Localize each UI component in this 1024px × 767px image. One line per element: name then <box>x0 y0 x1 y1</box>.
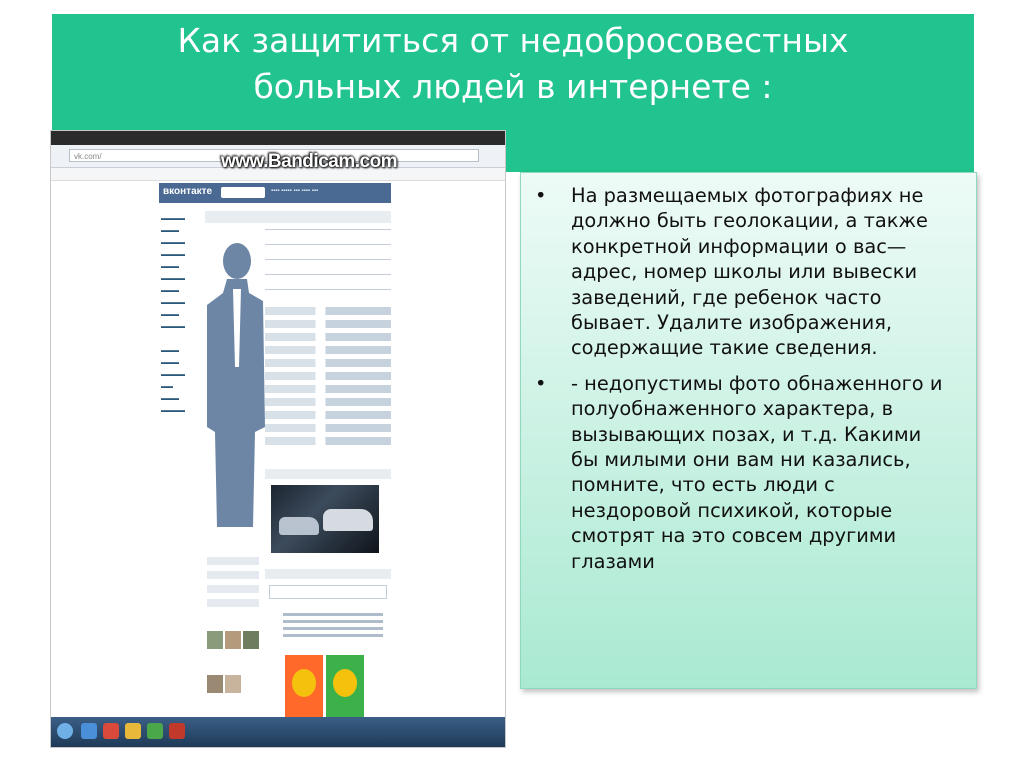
recorder-watermark: www.Bandicam.com <box>221 151 398 172</box>
bullet-text: На размещаемых фотографиях не должно быть геолокации, а также конкретной информации о вас— адрес, номер школы или вывески заведений, где ребенок часто бывает. Удалите изображения, содержащие такие сведения. <box>571 184 928 360</box>
smiley-image <box>326 655 364 717</box>
profile-info-rows <box>265 307 391 450</box>
bullet-list <box>521 183 951 584</box>
bullet-text-box <box>520 172 977 689</box>
wall-header <box>265 569 391 579</box>
slide-title-line-2: больных людей в интернете : <box>253 67 773 106</box>
wall-post-text <box>283 613 383 641</box>
slide-title <box>52 18 974 110</box>
profile-name-bar <box>205 211 391 223</box>
app-icon <box>169 723 185 739</box>
bullet-item <box>521 371 951 574</box>
photos-header <box>265 469 391 479</box>
smiley-image <box>285 655 323 717</box>
site-nav-links: ▪▪▪▪ ▪▪▪▪▪ ▪▪▪ ▪▪▪▪ ▪▪▪ <box>271 188 319 194</box>
start-icon <box>57 723 73 739</box>
bullet-marker: • <box>535 184 547 207</box>
site-search-field <box>221 187 265 198</box>
window-title-bar <box>51 131 505 145</box>
site-header <box>159 183 391 203</box>
bullet-item <box>521 183 951 361</box>
app-icon <box>147 723 163 739</box>
windows-taskbar <box>51 717 505 747</box>
bullet-marker: • <box>535 371 547 395</box>
bullet-text: - недопустимы фото обнаженного и полуобнаженного характера, в вызывающих позах, и т.д. Какими бы милыми они вам ни казались, помните, что есть люди с нездоровой психикой, которые смотрят на это совсем другими глазами <box>571 371 943 573</box>
profile-info-lines <box>265 229 391 304</box>
profile-avatar <box>207 227 263 537</box>
site-left-menu: ▬▬▬▬ ▬▬▬ ▬▬▬▬ ▬▬▬▬ ▬▬▬ ▬▬▬▬ ▬▬▬ ▬▬▬▬ ▬▬▬ ▬▬▬▬ ▬▬▬ ▬▬▬ ▬▬▬▬ ▬▬ ▬▬▬ ▬▬▬▬ <box>161 216 185 414</box>
slide-title-line-1: Как защититься от недобросовестных <box>177 21 849 60</box>
browser-icon <box>103 723 119 739</box>
wall-post-input <box>269 585 387 599</box>
silhouette-icon <box>203 227 267 537</box>
folder-icon <box>125 723 141 739</box>
friends-block <box>205 551 261 731</box>
embedded-browser-screenshot <box>50 130 506 748</box>
explorer-icon <box>81 723 97 739</box>
site-logo: вконтакте <box>163 186 213 197</box>
photo-thumbnail <box>271 485 379 553</box>
address-field: vk.com/ <box>69 149 479 162</box>
